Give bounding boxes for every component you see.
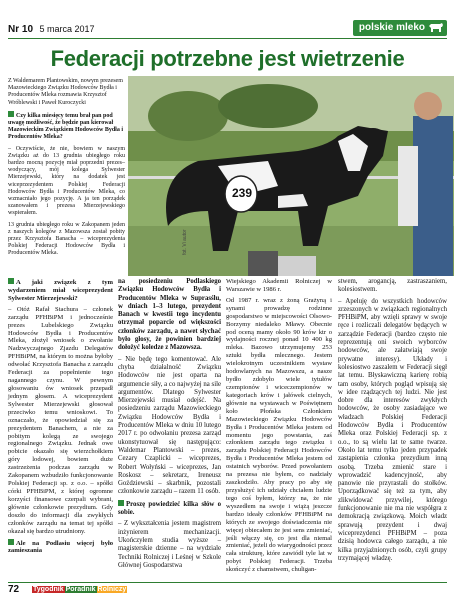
answer-1: – Otóż Rafał Stachura – członek zarządu PFHBiPM i jednocześnie prezes Lubelskiego Związku Hodowców Bydła i Producentów Mleka, złożył wniosek o zwołanie Nadzwyczajnego Zjazdu Delegatów PFHBiPM, na którym to można byłoby odwołać Krzysztofa Banacha z zarządu Federacji za popełnienie tego nagannego czynu. W pewnym głosowaniu ów wniosek przepadł jednym głosem. A wiceprezydent Sylwester Mierzejewski głosował przeciwko temu wnioskowi. To oznaczało, że opowiedział się za prezydentem Banachem, a nie za pobitym kolegą ze swojego regionalnego Związku. Jednak owe pobicie okazało się wierzchołkiem góry lodowej, bowiem duże zastrzeżenia podczas zarządu w Zakopanem wzbudziło funkcjonowanie Polskiej Federacji sp. z o.o. – spółki córki PFHBiPM, z której ogromne korzyści finansowe czerpali wybrani, głównie członkowie prezydium. Gdy doszło do informacji dla zwykłych członków zarządu na temat tej spółki okazał się bardzo utrudniony. [8,305,113,535]
bullet-icon [8,539,14,545]
answer-2: – Nie będę tego komentować. Ale chyba działalność Związku Hodowców nie jest oparta na argumencie siły, a co najwyżej na sile argumentów. Dlatego Sylwester Mierzejewski musiał odejść. Na posiedzeniu zarządu Mazowieckiego Związku Hodowców Bydła i Producentów Mleka w dniu 10 lutego 2017 r. po odwołaniu prezesa zarząd ukonstytuował się następująco: Waldemar Plantowski – prezes, Cezary Czaplicki – wiceprezes, Robert Wołyński – wiceprezes, Jan Roskosz – sekretarz, Ireneusz Goździewski – skarbnik, pozostali członkowie zarządu – razem 11 osób. [118,355,221,496]
bullet-icon [8,278,14,284]
brand-part-1: Tygodnik [33,586,64,593]
intro-answer: – Oczywiście, że nie, bowiem w naszym Związku aż do 13 grudnia ubiegłego roku bardzo mocną pozycję miał poprzedni prezes–wodyczący, mój kolega Sylwester Mierzejewski, który na dodatek jest wiceprzezydentem Polskiej Federacji Hodowców Bydła i Producentów Mleka, co wzmacniało jego pozycję. A ja ten porządek szanowałem i prezesa Mierzejewskiego wspierałem. [8,145,125,217]
photo-credit: fot. Vi autor [182,229,188,255]
page-footer [0,582,455,600]
intro-question: Czy kilka miesięcy temu brał pan pod uwagę możliwość, że będzie pan kierował Mazowieckim Związkiem Hodowców Bydła i Producentów Mleka? [8,112,123,141]
brand-part-2: Poradnik [65,586,96,593]
question-2: Ale na Podlasiu więcej było zamieszania [8,539,113,555]
question-2-cont: na posiedzeniu Podlaskiego Związku Hodowców Bydła i Producentów Mleka w Suprasślu, w dniach 1–3 lutego, prezydent Banach w kwestii tego incydentu otrzymał poparcie od większości członków zarządu, a nawet słychać było głosy, że powinien bardziej dołożyć koledze z Mazowsza. [118,278,221,352]
footer-rule [8,582,447,583]
answer-4: – Apeluję do wszystkich hodowców zrzeszonych w związkach regionalnych PFHBiPM, aby wzięli sprawy w swoje ręce i rozliczali delegatów będących w zarządzie Federacji (bardzo często nie reprezentują oni swoich wyborców hodowców, ale załatwiają swoje prywatne interesy). Układy i kolesiostwo zaszalem w Federacji sięgł lat temu. Błyskawiczną karierę robią tam osoby, których pogląd wpisują się w idee rządzących tej ludzi. Nie jest dobre dla interesów zwykłych hodowców, że osoby zasiadające we władzach Polskiej Federacji Hodowców Bydła i Producentów Mleka oraz Polskiej Federacji sp. z o.o., to są wielu lat te same twarze. Około lat temu tylko jeden przypadek zastąpienia członka prezydium inną osobą. Trzeba zmienić stare i wprowadzić kadencyjność, aby panowie nie przyrastali do stołków. Uporządkować się też za tym, aby zlikwidować przywilej, którego funkcjonowanie nie ma nie współgra z demokracją związkową. Moich władz sprawują prezydent i dwaj wiceprezydenci PFHBiPM – poza dzisią hodowca całego zarządu, a nie kilka przyjaźnionych osób, czyli grupy trzymającej władzę. [338,297,447,562]
column-1 [8,278,113,558]
page-header [0,0,455,44]
article-intro [8,78,125,262]
issue-info [8,24,95,35]
answer-4-cont: stwem, arogancją, zastraszaniem, kolesiostwem. [338,278,447,294]
header-rule [8,38,447,39]
question-3: Proszę powiedzieć kilka słów o sobie. [118,500,221,517]
bullet-icon [8,111,14,117]
answer-3: – Z wykształcenia jestem magistrem inżynierem mechanizacji. Ukończyłem studia wyższe – magisterskie dzienne – na wydziale Techniki Rolniczej i Leśnej w Szkole Głównej Gospodarstwa [118,520,221,569]
article-title: Federacji potrzebne jest wietrzenie [50,46,405,71]
intro-answer-2: 13 grudnia ubiegłego roku w Zakopanem jeden z naszych kolegów z Mazowsza został pobity przez Krzysztofa Banacha – wiceprezydenta Polskiej Federacji Hodowców Bydła i Producentów Mleka. [8,221,125,257]
cattle-photo [128,76,454,276]
column-2 [118,278,221,573]
brand-part-3: Rolniczy [97,586,127,593]
answer-3-cont: Wiejskiego Akademii Rolniczej w Warszawie w 1986 r. [226,278,332,293]
column-3 [226,278,332,577]
page-number: 72 [8,584,20,595]
intro-lead: Z Waldemarem Plantowskim, nowym prezesem Mazowieckiego Związku Hodowców Bydła i Producentów Mleka rozmawia Krzysztof Wróblewski i Paweł Kuroczycki [8,78,123,106]
cow-photo-illustration [128,76,454,276]
cow-number-tag: 239 [231,186,253,200]
answer-3b: Od 1987 r. wraz z żoną Grażyną i synami prowadzę rodzinne gospodarstwo w miejscowości Olsowo-Borzymy niedaleko Mławy. Obecnie pod oceną mamy około 90 krów ktr o wydajności rocznej ponad 10 400 kg mleka. Bazowo utrzymujemy 253 sztuki bydła mlecznego. Jestem wielokrotnym uczestnikiem wystaw hodowlanych na Mazowszu, a nasze bydło zdobyło wiele tytułów czempionów i wiceczempionów w kategoriach krów i jałówek cielnych, głównie na wystawach w Poświętnem koło Płońska Członkiem Mazowieckiego Związku Hodowców Bydła i Producentów Mleka jestem od momentu jego powstania, zaś członkiem zarządu tego związku i zarządu Polskiej Federacji Hodowców Bydła i Producentów Mleka jestem od ostatnich wyborów. Przed powołaniem na prezesa nie byłem, co nadziały zaszkodziło. Aby pracy po aby się przysłużyć ich udziały chciałem ludzie tego coś byłem, którzy na, że nie wyszedłem na swoje i wiążą jeszcze bardzo ideały członków PFHBiPM na których ze swojego doświadczenia nie więcej obiecałem że jest sens zmieniać, jeśli włączy się, co jest dla niemal zmieniać, jeżeli do wiarygodności przez cała strukturę, które zawiódł tyle lat w pobyt Polskiej Federacji. Trzeba skończyć z chamstwem, chuligan- [226,296,333,574]
bullet-icon [118,500,124,506]
issue-date: 5 marca 2017 [39,24,95,34]
column-4 [338,278,447,566]
section-brand-label: polskie mleko [358,22,425,33]
publication-brand [32,586,127,593]
question-1: A jaki związek z tym wydarzeniem miał wiceprezydent Sylwester Mierzejewski? [8,279,113,302]
cow-icon [428,22,444,34]
section-brand [353,20,447,36]
issue-number: Nr 10 [8,24,34,35]
